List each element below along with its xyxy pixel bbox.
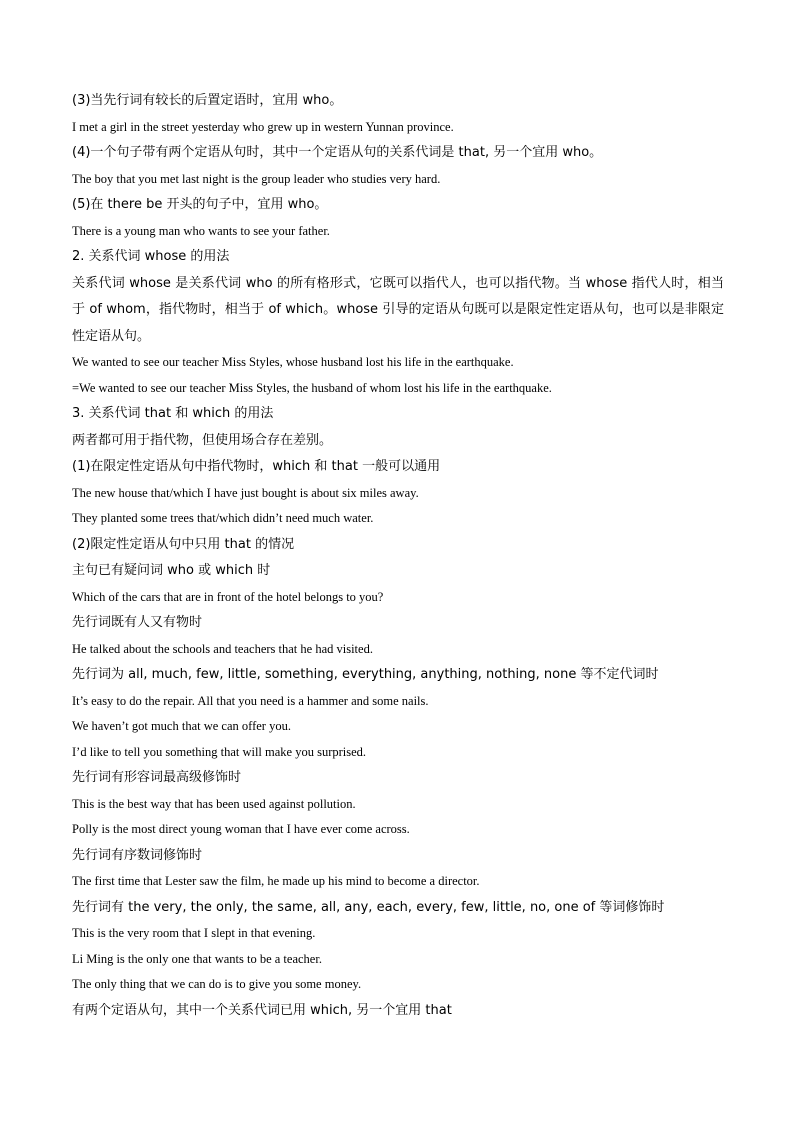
section-heading: 2. 关系代词 whose 的用法 — [72, 249, 230, 264]
example-sentence: This is the very room that I slept in that evening. — [72, 926, 316, 940]
rule-line: (2)限定性定语从句中只用 that 的情况 — [72, 536, 295, 552]
example-sentence: They planted some trees that/which didn’t need much water. — [72, 511, 374, 525]
explanation-paragraph: 关系代词 whose 是关系代词 who 的所有格形式，它既可以指代人，也可以指代物。当 whose 指代人时，相当于 of whom，指代物时，相当于 of which。whose 引导的定语从句既可以是限定性定语从句，也可以是非限定性定语从句。 — [72, 275, 724, 344]
example-sentence: The only thing that we can do is to give you some money. — [72, 977, 362, 991]
rule-line: 主句已有疑问词 who 或 which 时 — [72, 563, 271, 578]
rule-line: (4)一个句子带有两个定语从句时，其中一个定语从句的关系代词是 that, 另一个宜用 who。 — [72, 145, 603, 160]
rule-line: 先行词为 all, much, few, little, something, everything, anything, nothing, none 等不定代词时 — [72, 667, 659, 682]
example-sentence: We haven’t got much that we can offer you. — [72, 719, 291, 733]
example-sentence: Polly is the most direct young woman that I have ever come across. — [72, 822, 410, 836]
example-sentence: We wanted to see our teacher Miss Styles, whose husband lost his life in the earthquake. — [72, 355, 514, 369]
section-heading: 3. 关系代词 that 和 which 的用法 — [72, 406, 274, 421]
rule-line: 有两个定语从句，其中一个关系代词已用 which, 另一个宜用 that — [72, 1002, 452, 1018]
example-sentence: I’d like to tell you something that will make you surprised. — [72, 744, 367, 759]
rule-line: 先行词有序数词修饰时 — [72, 847, 203, 863]
example-sentence: =We wanted to see our teacher Miss Styles, the husband of whom lost his life in the earthquake. — [72, 380, 552, 395]
example-sentence: The boy that you met last night is the group leader who studies very hard. — [72, 171, 441, 186]
document-page — [72, 88, 732, 1024]
example-sentence: The new house that/which I have just bought is about six miles away. — [72, 485, 419, 500]
example-sentence: It’s easy to do the repair. All that you need is a hammer and some nails. — [72, 693, 429, 708]
example-sentence: I met a girl in the street yesterday who grew up in western Yunnan province. — [72, 119, 454, 134]
rule-line: 先行词有形容词最高级修饰时 — [72, 770, 242, 785]
rule-line: 两者都可用于指代物，但使用场合存在差别。 — [72, 432, 333, 448]
rule-line: 先行词既有人又有物时 — [72, 615, 203, 630]
rule-line: (3)当先行词有较长的后置定语时，宜用 who。 — [72, 93, 343, 108]
rule-line: (5)在 there be 开头的句子中，宜用 who。 — [72, 197, 328, 212]
rule-line: (1)在限定性定语从句中指代物时，which 和 that 一般可以通用 — [72, 459, 441, 474]
example-sentence: Li Ming is the only one that wants to be a teacher. — [72, 951, 322, 966]
rule-line: 先行词有 the very, the only, the same, all, any, each, every, few, little, no, one of 等词修饰时 — [72, 899, 665, 915]
example-sentence: This is the best way that has been used against pollution. — [72, 796, 356, 811]
example-sentence: The first time that Lester saw the film, he made up his mind to become a director. — [72, 874, 480, 888]
example-sentence: There is a young man who wants to see your father. — [72, 223, 330, 238]
example-sentence: Which of the cars that are in front of the hotel belongs to you? — [72, 589, 384, 604]
example-sentence: He talked about the schools and teachers that he had visited. — [72, 641, 373, 656]
